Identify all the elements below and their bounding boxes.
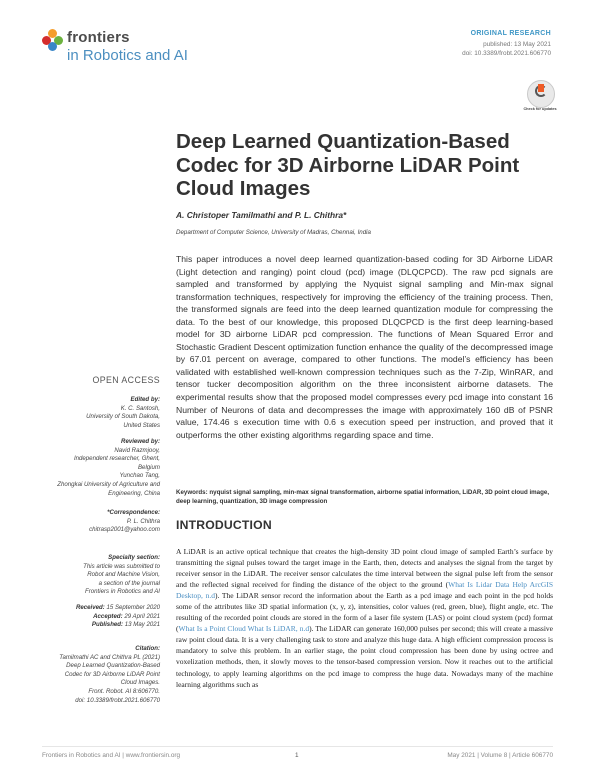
correspondence-email[interactable]: chitrasp2001@yahoo.com (89, 526, 160, 534)
section-heading-introduction: INTRODUCTION (176, 518, 272, 532)
keywords-list: nyquist signal sampling, min-max signal transformation, airborne spatial information, LiDAR, 3D point cloud image, deep learning, quantization, 3D image compression (176, 489, 550, 505)
specialty-line: Robot and Machine Vision, (87, 571, 160, 579)
specialty-label: Specialty section: (108, 554, 160, 561)
specialty-line: Frontiers in Robotics and AI (85, 588, 160, 596)
specialty-line: This article was submitted to (83, 562, 160, 570)
check-for-updates-label[interactable]: Check for updates (523, 107, 557, 111)
accepted-label: Accepted: (93, 612, 123, 620)
correspondence-name: P. L. Chithra (126, 517, 160, 525)
edited-by-label: Edited by: (130, 396, 160, 403)
keywords (176, 488, 553, 506)
footer-divider (42, 746, 553, 747)
citation-line: Tamilmathi AC and Chithra PL (2021) (59, 653, 160, 661)
citation-label: Citation: (135, 645, 160, 652)
citation-line: Codec for 3D Airborne LiDAR Point (64, 670, 160, 678)
reviewer-line: Independent researcher, Ghent, (73, 455, 160, 463)
citation-line[interactable]: doi: 10.3389/frobt.2021.606770 (75, 696, 160, 704)
editor-line: University of South Dakota, (86, 413, 160, 421)
reviewer-line: Engineering, China (108, 489, 160, 497)
introduction-paragraph (176, 546, 553, 690)
footer-journal[interactable]: Frontiers in Robotics and AI | www.frontiersin.org (42, 752, 181, 759)
edited-by (86, 396, 160, 430)
specialty-section (83, 554, 160, 597)
received-label: Received: (75, 604, 105, 611)
open-access-label: OPEN ACCESS (92, 375, 160, 385)
page-number: 1 (295, 752, 299, 759)
correspondence (89, 509, 160, 535)
check-for-updates-icon[interactable] (527, 80, 555, 108)
citation-line: Cloud Images. (120, 679, 160, 687)
brand-name: frontiers (67, 29, 130, 46)
reviewer-line: Yunchao Tang, (119, 472, 160, 480)
correspondence-label: *Correspondence: (107, 509, 160, 516)
published-label: Published: (91, 621, 124, 629)
reference-link[interactable]: What Is a Point Cloud What Is LiDAR, n.d (178, 624, 310, 634)
editor-line: United States (123, 421, 160, 429)
citation-line: Front. Robot. AI 8:606770. (88, 687, 160, 695)
reviewer-line: Belgium (137, 463, 160, 471)
article-type: ORIGINAL RESEARCH (470, 30, 551, 37)
reference-link[interactable]: What Is Lidar Data Help ArcGIS Desktop, n.d (176, 580, 553, 601)
article-dates (76, 604, 160, 630)
reviewed-by-label: Reviewed by: (121, 438, 160, 445)
citation (59, 645, 160, 705)
frontiers-logo-icon (42, 29, 64, 51)
journal-name: in Robotics and AI (67, 47, 188, 64)
intro-text-1: A LiDAR is an active optical technique that creates the high-density 3D point cloud image of sampled Earth’s surface by transmitting the signal pulses toward the target image in the Earth, then, detects and analyses the signal from the target by receiver sensor in the LiDAR. The receiver sensor calculates the time interval between the signal pulse left from the sensor and the reflected signal received for finding the distance of the object to the ground ( (176, 547, 553, 590)
reviewer-line: Navid Razmjooy, (114, 446, 160, 454)
accepted-date: 29 April 2021 (124, 612, 160, 620)
intro-text-2: ). The LiDAR sensor record the information about the Earth as a pcd image and each point in the pcd holds some of the attributes like 3D spatial information (x, y, z), intensities, color values (red, green, blue), flight angle, etc. The resulting of the recorded point clouds are stored in the form of a laser file system (LAS) or point cloud system (pcd) format ( (176, 591, 553, 634)
authors: A. Christoper Tamilmathi and P. L. Chithra* (176, 210, 347, 220)
article-title: Deep Learned Quantization-Based Codec for 3D Airborne LiDAR Point Cloud Images (176, 130, 520, 200)
keywords-label: Keywords: (176, 489, 208, 496)
abstract: This paper introduces a novel deep learned quantization-based coding for 3D Airborne LiDAR (Light detection and ranging) point cloud (pcd) image (DLQCPCD). The raw pcd signals are sampled and transformed by applying the Nyquist signal sampling and Min-max signal transformation techniques, respectively for improving the efficiency of the training process. Then, the transformed signals are feed into the deep learned quantization module for compressing the data. To the best of our knowledge, this proposed DLQCPCD is the first deep learning-based model for 3D airborne LiDAR pcd compression. The functions of Mean Squared Error and Stochastic Gradient Descent optimization function enhance the quality of the decompressed image by 67.01 percent on average, compared to other functions. The model’s efficiency has been validated with established well-known compression techniques such as the 7-Zip, WinRAR, and tensor tucker decomposition algorithm on the three inconsistent airborne datasets. The experimental results show that the proposed model compresses every pcd image into constant 16 Number of Neurons of data and decompresses the image with approximately 160 dB of PSNR value, 174.46 s execution time with 0.6 s execution speed per instruction, and proved that it outperforms the other existing algorithms regarding space and time. (176, 254, 553, 440)
received-date: 15 September 2020 (106, 604, 160, 611)
intro-text-3: ). The LiDAR can generate 160,000 pulses per second; this will create a massive raw point cloud data. It is a very challenging task to store and analyze this huge data. A high efficient compression process is mandatory to solve this problem. In an earlier stage, the point cloud compression has been done by using octree and voxelization methods, then, it slowly moves to the tensor-based compression version. Now it reaches out to the artificial technology, to apply learning algorithms on the pcd image to compress the huge data. Nowadays many of the machine learning algorithms such as (176, 624, 553, 689)
doi-link[interactable]: doi: 10.3389/frobt.2021.606770 (462, 50, 551, 57)
journal-logo[interactable] (42, 27, 202, 67)
specialty-line: a section of the journal (98, 579, 160, 587)
reviewed-by (57, 438, 160, 498)
footer-volume: May 2021 | Volume 8 | Article 606770 (447, 752, 553, 759)
affiliation: Department of Computer Science, University of Madras, Chennai, India (176, 229, 371, 236)
citation-line: Deep Learned Quantization-Based (66, 662, 160, 670)
editor-line: K. C. Santosh, (120, 404, 160, 412)
published-date: published: 13 May 2021 (483, 41, 551, 48)
published-side-date: 13 May 2021 (124, 621, 160, 629)
reviewer-line: Zhongkai University of Agriculture and (57, 480, 160, 488)
